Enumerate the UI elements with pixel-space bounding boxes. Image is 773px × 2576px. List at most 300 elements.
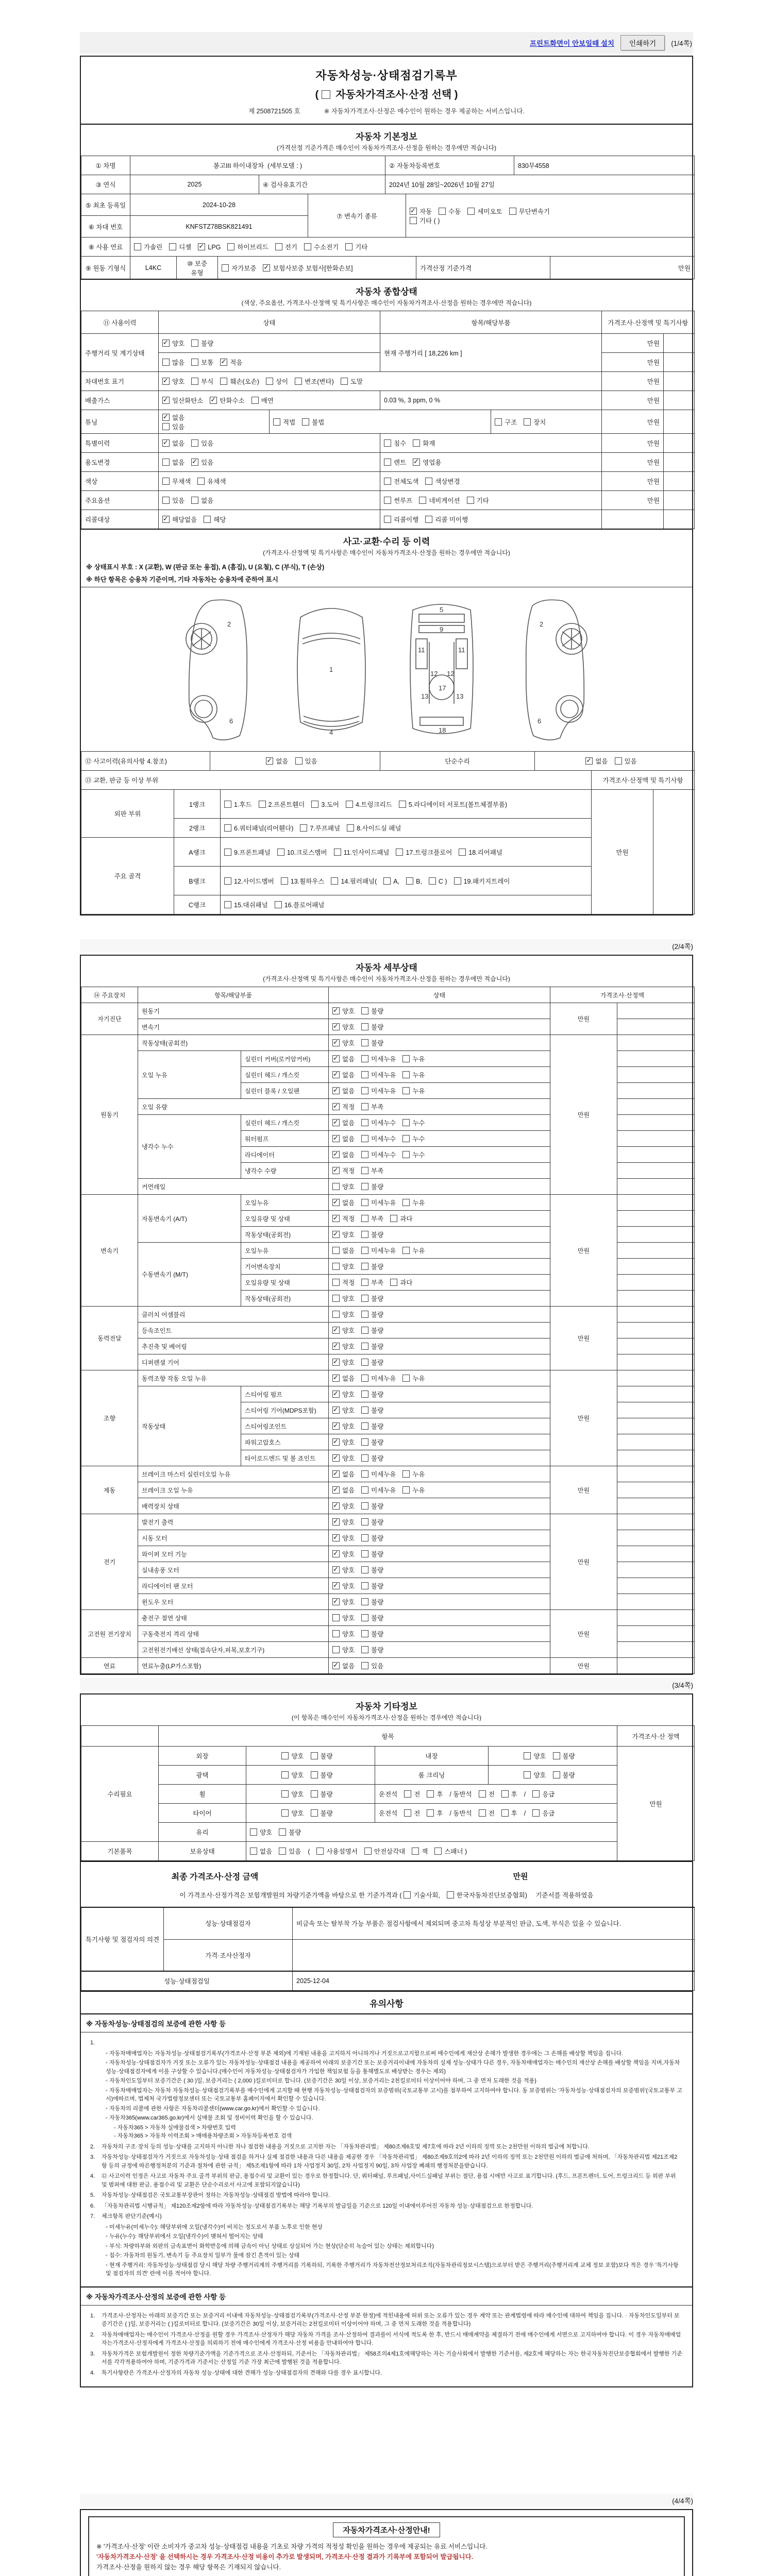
checkbox-option[interactable] [227,242,268,251]
checkbox[interactable] [332,1119,340,1126]
checkbox-option[interactable] [332,1198,355,1207]
checkbox-option[interactable] [427,1808,443,1818]
checkbox[interactable] [384,516,391,523]
checkbox-option[interactable] [332,1389,355,1399]
checkbox[interactable] [361,1550,368,1557]
checkbox[interactable] [346,801,353,808]
checkbox[interactable] [332,1327,340,1334]
checkbox-option[interactable] [361,1597,383,1606]
checkbox[interactable] [191,459,198,466]
checkbox[interactable] [191,439,198,447]
checkbox-option[interactable] [361,1134,396,1143]
checkbox[interactable] [332,1151,340,1158]
checkbox[interactable] [361,1071,368,1078]
checkbox[interactable] [361,1039,368,1046]
checkbox-option[interactable] [332,1405,355,1415]
checkbox[interactable] [281,1771,289,1778]
checkbox-option[interactable] [384,438,406,448]
checkbox-option[interactable] [390,1278,412,1287]
checkbox-option[interactable] [384,457,406,467]
checkbox[interactable] [361,1295,368,1302]
checkbox-option[interactable] [332,1262,355,1271]
checkbox-option[interactable] [251,396,274,405]
checkbox-option[interactable] [615,756,637,766]
checkbox-option[interactable] [302,417,324,427]
checkbox[interactable] [524,1771,531,1778]
checkbox-option[interactable] [311,1751,333,1760]
checkbox[interactable] [341,378,348,385]
checkbox[interactable] [402,1119,410,1126]
checkbox[interactable] [361,1582,368,1589]
checkbox-option[interactable] [361,1054,396,1063]
checkbox-option[interactable] [295,377,334,386]
checkbox-option[interactable] [162,396,203,405]
checkbox-option[interactable] [361,1517,383,1527]
checkbox-option[interactable] [341,377,363,386]
checkbox-option[interactable] [402,1070,425,1079]
checkbox-option[interactable] [281,1751,304,1760]
checkbox[interactable] [402,1151,410,1158]
checkbox[interactable] [332,1135,340,1142]
checkbox-option[interactable] [361,1629,383,1638]
checkbox-option[interactable] [361,1294,383,1303]
checkbox-option[interactable] [361,1469,396,1479]
checkbox-option[interactable] [162,515,197,524]
checkbox-option[interactable] [434,1846,467,1856]
checkbox[interactable] [251,397,259,404]
checkbox[interactable] [361,1422,368,1430]
checkbox[interactable] [361,1598,368,1605]
checkbox[interactable] [454,877,461,885]
checkbox-option[interactable] [404,1789,420,1799]
checkbox-option[interactable] [413,438,435,448]
checkbox[interactable] [162,340,170,347]
checkbox[interactable] [332,1279,340,1286]
checkbox-option[interactable] [553,1751,575,1760]
checkbox[interactable] [275,901,282,908]
checkbox-option[interactable] [406,877,422,885]
checkbox-option[interactable] [332,1485,355,1495]
checkbox[interactable] [361,1470,368,1478]
checkbox[interactable] [361,1135,368,1142]
checkbox-option[interactable] [311,800,339,809]
checkbox-option[interactable] [585,756,608,766]
checkbox-option[interactable] [259,800,305,809]
checkbox[interactable] [361,1119,368,1126]
checkbox[interactable] [361,1614,368,1621]
checkbox[interactable] [162,414,170,421]
checkbox[interactable] [332,1598,340,1605]
checkbox[interactable] [259,801,266,808]
checkbox[interactable] [162,497,170,504]
checkbox-option[interactable] [332,1278,355,1287]
checkbox-option[interactable] [501,1808,517,1818]
checkbox[interactable] [227,243,234,250]
checkbox-option[interactable] [224,900,268,909]
checkbox[interactable] [361,1359,368,1366]
checkbox[interactable] [332,1199,340,1206]
checkbox[interactable] [532,1809,540,1817]
checkbox-option[interactable] [361,1421,383,1431]
checkbox[interactable] [224,901,231,908]
checkbox[interactable] [332,1023,340,1030]
checkbox[interactable] [404,1891,411,1899]
checkbox[interactable] [332,1646,340,1653]
checkbox[interactable] [402,1470,410,1478]
checkbox-option[interactable] [191,377,213,386]
checkbox-option[interactable] [361,1246,396,1255]
checkbox-option[interactable] [390,1214,412,1223]
checkbox-option[interactable] [361,1038,383,1047]
checkbox-option[interactable] [402,1086,425,1095]
checkbox[interactable] [220,359,227,366]
checkbox[interactable] [361,1151,368,1158]
checkbox-option[interactable] [295,756,317,766]
checkbox[interactable] [384,459,391,466]
checkbox[interactable] [467,497,474,504]
checkbox-option[interactable] [524,417,546,427]
checkbox[interactable] [332,1470,340,1478]
checkbox[interactable] [332,1550,340,1557]
checkbox-option[interactable] [332,1517,355,1527]
checkbox[interactable] [384,439,391,447]
checkbox-option[interactable] [425,477,460,486]
checkbox-option[interactable] [332,1214,355,1223]
checkbox-option[interactable] [332,1581,355,1590]
checkbox[interactable] [316,1848,324,1855]
checkbox-option[interactable] [425,515,468,524]
checkbox[interactable] [332,1438,340,1446]
checkbox-option[interactable] [361,1214,383,1223]
checkbox[interactable] [162,478,170,485]
checkbox-option[interactable] [361,1150,396,1159]
checkbox[interactable] [384,478,391,485]
checkbox[interactable] [413,439,420,447]
checkbox[interactable] [332,1247,340,1254]
checkbox-option[interactable] [402,1150,425,1159]
checkbox[interactable] [332,1039,340,1046]
checkbox[interactable] [332,1295,340,1302]
checkbox[interactable] [402,1135,410,1142]
checkbox-option[interactable] [384,515,418,524]
checkbox[interactable] [332,1087,340,1094]
checkbox[interactable] [224,877,231,885]
checkbox-option[interactable] [447,1890,527,1900]
checkbox[interactable] [402,1087,410,1094]
checkbox[interactable] [361,1215,368,1222]
checkbox-option[interactable] [479,1789,495,1799]
checkbox-option[interactable] [361,1118,396,1127]
checkbox-option[interactable] [332,1342,355,1351]
checkbox[interactable] [311,801,318,808]
checkbox[interactable] [553,1771,560,1778]
checkbox-option[interactable] [459,848,502,857]
checkbox-option[interactable] [250,1827,272,1837]
checkbox[interactable] [495,418,502,426]
checkbox[interactable] [361,1343,368,1350]
checkbox-option[interactable] [501,1789,517,1799]
checkbox-option[interactable] [454,876,510,886]
checkbox[interactable] [361,1263,368,1270]
checkbox[interactable] [361,1311,368,1318]
checkbox-option[interactable] [332,1310,355,1319]
checkbox[interactable] [425,516,432,523]
checkbox[interactable] [332,1662,340,1669]
checkbox-option[interactable] [332,1102,355,1111]
checkbox-option[interactable] [361,1022,383,1031]
checkbox-option[interactable] [316,1846,357,1856]
checkbox[interactable] [191,378,198,385]
checkbox-option[interactable] [332,1134,355,1143]
checkbox-option[interactable] [361,1102,383,1111]
checkbox-option[interactable] [332,1182,355,1191]
checkbox-option[interactable] [162,413,184,422]
checkbox-option[interactable] [332,1549,355,1558]
checkbox[interactable] [615,757,622,765]
checkbox[interactable] [162,516,170,523]
checkbox-option[interactable] [162,338,184,348]
checkbox-option[interactable] [439,207,461,216]
checkbox[interactable] [406,877,413,885]
checkbox-option[interactable] [347,823,401,833]
checkbox[interactable] [361,1486,368,1494]
print-button[interactable]: 인쇄하기 [620,35,665,50]
checkbox[interactable] [332,1518,340,1526]
checkbox[interactable] [345,243,352,250]
checkbox-option[interactable] [162,477,191,486]
checkbox-option[interactable] [361,1326,383,1335]
checkbox-option[interactable] [266,377,288,386]
checkbox-option[interactable] [402,1198,425,1207]
checkbox-option[interactable] [402,1469,425,1479]
checkbox-option[interactable] [224,848,271,857]
checkbox[interactable] [361,1183,368,1190]
checkbox-option[interactable] [361,1581,383,1590]
checkbox-option[interactable] [361,1453,383,1463]
checkbox-option[interactable] [332,1421,355,1431]
checkbox-option[interactable] [281,1808,304,1818]
checkbox[interactable] [162,439,170,447]
checkbox-option[interactable] [384,477,418,486]
checkbox[interactable] [361,1007,368,1014]
checkbox-option[interactable] [361,1166,383,1175]
checkbox-option[interactable] [220,358,242,367]
checkbox[interactable] [266,378,273,385]
checkbox-option[interactable] [224,823,293,833]
checkbox-option[interactable] [311,1808,333,1818]
checkbox[interactable] [361,1375,368,1382]
checkbox-option[interactable] [495,417,517,427]
checkbox-option[interactable] [332,1453,355,1463]
checkbox-option[interactable] [332,1661,355,1670]
checkbox-option[interactable] [361,1230,383,1239]
checkbox[interactable] [402,1486,410,1494]
checkbox[interactable] [459,849,466,856]
checkbox-option[interactable] [553,1770,575,1780]
checkbox-option[interactable] [332,1022,355,1031]
checkbox[interactable] [224,801,231,808]
checkbox[interactable] [281,1752,289,1759]
checkbox[interactable] [334,849,341,856]
checkbox-option[interactable] [191,496,213,505]
checkbox[interactable] [198,243,205,250]
checkbox-option[interactable] [479,1808,495,1818]
checkbox-option[interactable] [361,1533,383,1543]
checkbox-option[interactable] [162,422,184,431]
checkbox[interactable] [332,1422,340,1430]
checkbox-option[interactable] [162,358,184,367]
checkbox-option[interactable] [332,1150,355,1159]
checkbox-option[interactable] [396,848,452,857]
checkbox-option[interactable] [410,216,440,225]
checkbox[interactable] [191,497,198,504]
checkbox[interactable] [332,1406,340,1414]
checkbox[interactable] [399,801,406,808]
checkbox[interactable] [332,1566,340,1573]
checkbox-option[interactable] [345,242,367,251]
checkbox[interactable] [383,877,391,885]
checkbox[interactable] [332,1311,340,1318]
checkbox-option[interactable] [361,1310,383,1319]
checkbox[interactable] [210,397,217,404]
checkbox-option[interactable] [275,900,325,909]
checkbox[interactable] [311,1809,318,1817]
checkbox[interactable] [402,1055,410,1062]
checkbox-option[interactable] [224,876,274,886]
checkbox[interactable] [439,208,446,215]
price-appraisal-checkbox[interactable] [322,90,330,99]
checkbox-option[interactable] [332,1358,355,1367]
checkbox[interactable] [413,459,420,466]
checkbox[interactable] [224,849,231,856]
checkbox[interactable] [501,1809,509,1817]
checkbox-option[interactable] [399,800,507,809]
checkbox[interactable] [332,1215,340,1222]
checkbox-option[interactable] [332,1501,355,1511]
checkbox[interactable] [332,1263,340,1270]
checkbox-option[interactable] [332,1118,355,1127]
checkbox-option[interactable] [361,1613,383,1622]
checkbox[interactable] [361,1454,368,1462]
checkbox-option[interactable] [198,243,221,251]
checkbox-option[interactable] [427,1789,443,1799]
checkbox-option[interactable] [332,1230,355,1239]
checkbox[interactable] [361,1231,368,1238]
checkbox-option[interactable] [300,823,340,833]
checkbox[interactable] [361,1087,368,1094]
checkbox[interactable] [553,1752,560,1759]
checkbox[interactable] [425,478,432,485]
checkbox[interactable] [250,1848,257,1855]
checkbox[interactable] [224,824,231,832]
checkbox-option[interactable] [162,457,184,467]
checkbox[interactable] [332,1055,340,1062]
checkbox[interactable] [404,1809,411,1817]
checkbox[interactable] [479,1809,486,1817]
checkbox[interactable] [361,1662,368,1669]
checkbox[interactable] [331,877,338,885]
checkbox[interactable] [412,1848,419,1855]
checkbox[interactable] [361,1438,368,1446]
checkbox-option[interactable] [332,1038,355,1047]
checkbox[interactable] [332,1359,340,1366]
checkbox[interactable] [204,516,211,523]
checkbox-option[interactable] [429,877,447,885]
checkbox-option[interactable] [332,1246,355,1255]
checkbox[interactable] [532,1790,540,1798]
checkbox[interactable] [361,1279,368,1286]
checkbox-option[interactable] [346,800,392,809]
print-helper-install-link[interactable]: 프린트화면이 안보일때 설치 [530,40,615,47]
checkbox[interactable] [162,423,170,430]
checkbox[interactable] [390,1215,397,1222]
checkbox[interactable] [429,877,436,885]
checkbox-option[interactable] [191,457,213,467]
checkbox-option[interactable] [361,1086,396,1095]
checkbox-option[interactable] [273,417,295,427]
checkbox[interactable] [447,1891,454,1899]
checkbox[interactable] [361,1406,368,1414]
checkbox[interactable] [361,1518,368,1526]
checkbox-option[interactable] [383,877,399,885]
checkbox-option[interactable] [281,1770,304,1780]
checkbox[interactable] [434,1848,442,1855]
checkbox-option[interactable] [169,242,191,251]
checkbox-option[interactable] [222,263,256,273]
checkbox-option[interactable] [361,1358,383,1367]
checkbox[interactable] [266,757,273,765]
checkbox-option[interactable] [402,1118,425,1127]
checkbox[interactable] [509,208,516,215]
checkbox[interactable] [332,1343,340,1350]
checkbox[interactable] [427,1809,434,1817]
checkbox[interactable] [332,1502,340,1510]
checkbox-option[interactable] [304,242,339,251]
checkbox[interactable] [311,1752,318,1759]
checkbox-option[interactable] [361,1006,383,1015]
checkbox[interactable] [402,1375,410,1382]
checkbox[interactable] [361,1199,368,1206]
checkbox-option[interactable] [361,1549,383,1558]
checkbox-option[interactable] [402,1374,425,1383]
checkbox-option[interactable] [361,1405,383,1415]
checkbox-option[interactable] [311,1789,333,1799]
checkbox-option[interactable] [332,1437,355,1447]
checkbox[interactable] [304,243,311,250]
checkbox[interactable] [402,1247,410,1254]
checkbox-option[interactable] [277,848,327,857]
checkbox[interactable] [281,1790,289,1798]
checkbox-option[interactable] [332,1070,355,1079]
checkbox[interactable] [361,1630,368,1637]
checkbox-option[interactable] [361,1389,383,1399]
checkbox[interactable] [263,264,270,272]
checkbox[interactable] [332,1071,340,1078]
checkbox-option[interactable] [191,338,213,348]
checkbox-option[interactable] [332,1086,355,1095]
checkbox-option[interactable] [191,438,213,448]
checkbox[interactable] [332,1630,340,1637]
checkbox[interactable] [332,1614,340,1621]
checkbox[interactable] [277,849,284,856]
checkbox-option[interactable] [279,1846,301,1856]
checkbox[interactable] [524,418,531,426]
checkbox-option[interactable] [332,1629,355,1638]
checkbox[interactable] [332,1183,340,1190]
checkbox[interactable] [311,1771,318,1778]
checkbox[interactable] [390,1279,397,1286]
checkbox[interactable] [410,208,417,215]
